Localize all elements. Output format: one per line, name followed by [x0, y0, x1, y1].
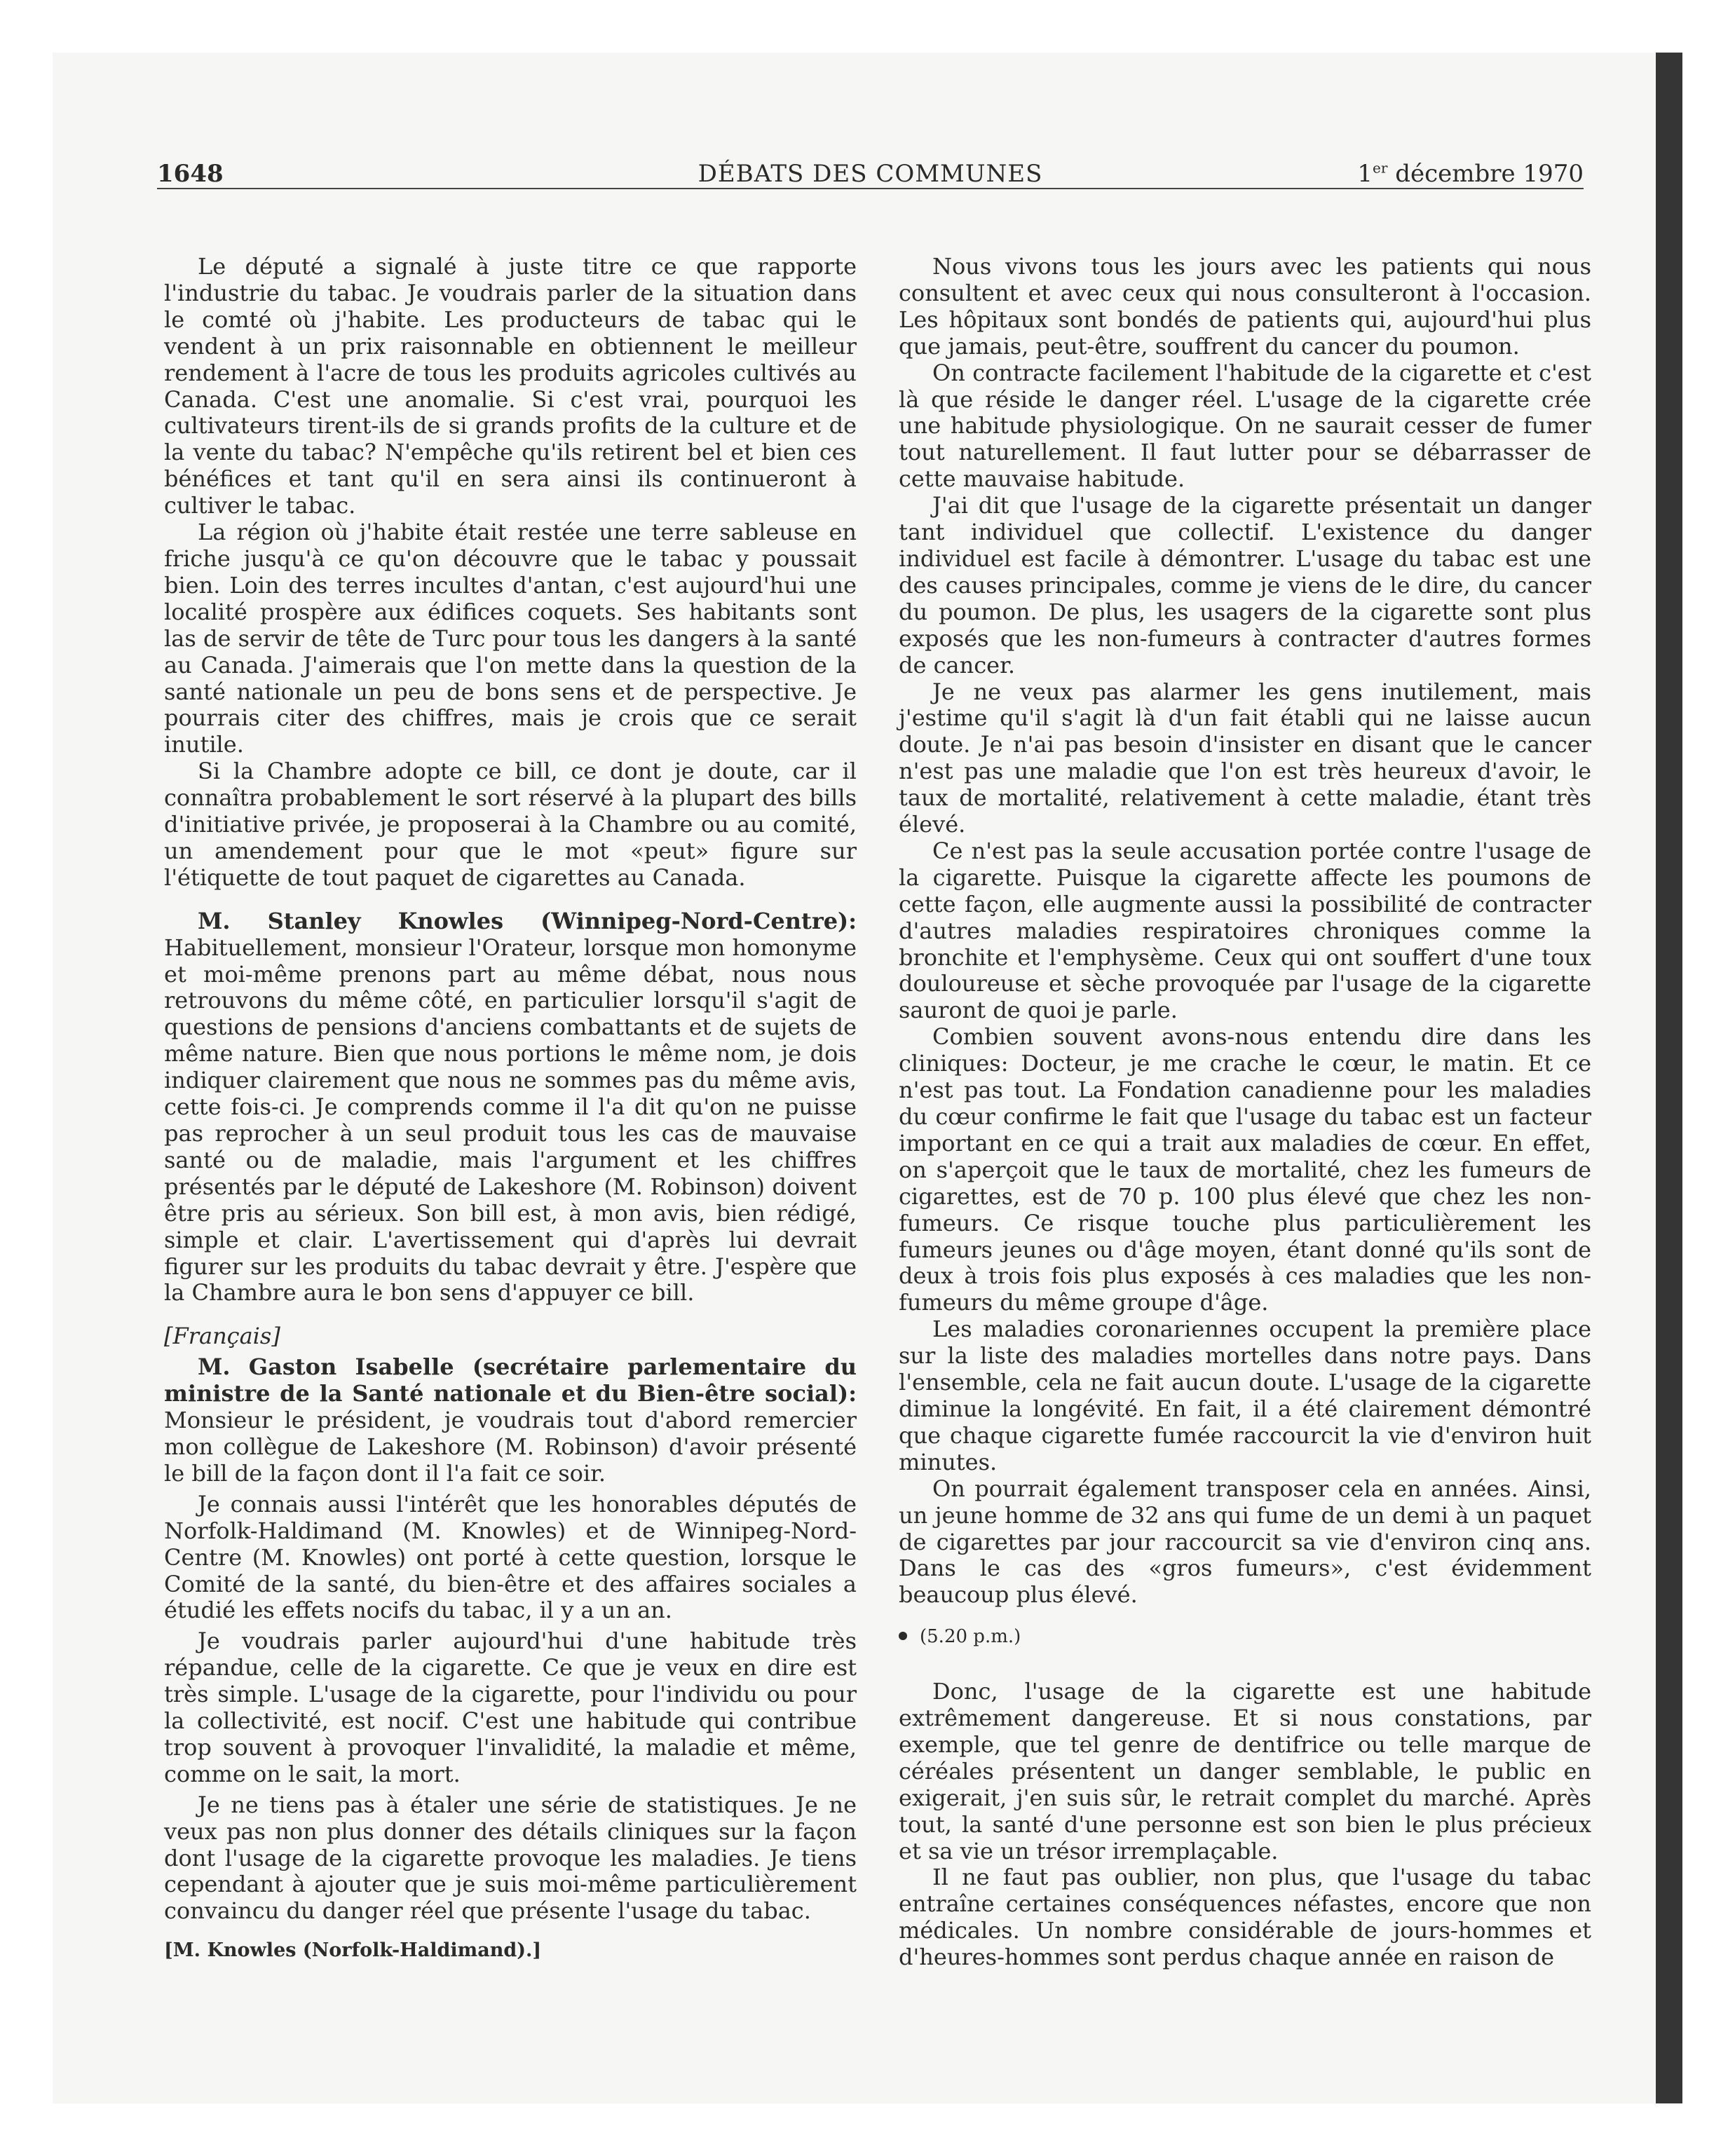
paragraph: Je ne veux pas alarmer les gens inutilement, mais j'estime qu'il s'agit là d'un fait établi qui ne laisse aucun doute. Je n'ai pas besoin d'insister en disant que le cancer n'est pas une maladie que l'on est très heureux d'avoir, le taux de mortalité, relativement à cette maladie, étant très élevé.	[899, 678, 1591, 838]
paragraph: Ce n'est pas la seule accusation portée contre l'usage de la cigarette. Puisque la cigarette affecte les poumons de cette façon, elle augmente aussi la possibilité de contracter d'autres maladies respiratoires chroniques comme la bronchite et l'emphysème. Ceux qui ont souffert d'une toux douloureuse et sèche provoquée par l'usage de la cigarette sauront de quoi je parle.	[899, 837, 1591, 1024]
paragraph: Combien souvent avons-nous entendu dire dans les cliniques: Docteur, je me crache le cœur, le matin. Et ce n'est pas tout. La Fondation canadienne pour les maladies du cœur confirme le fait que l'usage du tabac est un facteur important en ce qui a trait aux maladies de cœur. En effet, on s'aperçoit que le taux de mortalité, chez les fumeurs de cigarettes, est de 70 p. 100 plus élevé que chez les non-fumeurs. Ce risque touche plus particulièrement les fumeurs jeunes ou d'âge moyen, étant donné qu'ils sont de deux à trois fois plus exposés à ces maladies que les non-fumeurs du même groupe d'âge.	[899, 1023, 1591, 1316]
publication-title: DÉBATS DES COMMUNES	[698, 160, 1043, 188]
time-marker	[899, 1624, 1591, 1651]
paragraph: Les maladies coronariennes occupent la première place sur la liste des maladies mortelles dans notre pays. Dans l'ensemble, cela ne fait aucun doute. L'usage de la cigarette diminue la longévité. En fait, il a été clairement démontré que chaque cigarette fumée raccourcit la vie d'environ huit minutes.	[899, 1316, 1591, 1475]
date-month-year: décembre 1970	[1387, 160, 1584, 188]
speaker-name: M. Stanley Knowles (Winnipeg-Nord-Centre):	[198, 907, 857, 934]
speech-knowles	[164, 908, 857, 1307]
paragraph: Je connais aussi l'intérêt que les honorables députés de Norfolk-Haldimand (M. Knowles) et de Winnipeg-Nord-Centre (M. Knowles) ont porté à cette question, lorsque le Comité de la santé, du bien-être et des affaires sociales a étudié les effets nocifs du tabac, il y a un an.	[164, 1490, 857, 1624]
paragraph: Je voudrais parler aujourd'hui d'une habitude très répandue, celle de la cigarette. Ce que je veux en dire est très simple. L'usage de la cigarette, pour l'individu ou pour la collectivité, est nocif. C'est une habitude qui contribue trop souvent à provoquer l'invalidité, la maladie et même, comme on le sait, la mort.	[164, 1628, 857, 1787]
page-date	[1357, 157, 1584, 191]
paragraph: J'ai dit que l'usage de la cigarette présentait un danger tant individuel que collectif. L'existence du danger individuel est facile à démontrer. L'usage du tabac est une des causes principales, comme je viens de le dire, du cancer du poumon. De plus, les usagers de la cigarette sont plus exposés que les non-fumeurs à contracter d'autres formes de cancer.	[899, 492, 1591, 678]
scan-edge-shadow	[1656, 53, 1682, 2103]
paragraph: Il ne faut pas oublier, non plus, que l'usage du tabac entraîne certaines conséquences néfastes, encore que non médicales. Un nombre considérable de jours-hommes et d'heures-hommes sont perdus chaque année en raison de	[899, 1864, 1591, 1971]
speech-text: Monsieur le président, je voudrais tout d'abord remercier mon collègue de Lakeshore (M. Robinson) d'avoir présenté le bill de la façon dont il l'a fait ce soir.	[164, 1407, 857, 1487]
date-superscript: er	[1373, 159, 1388, 177]
paragraph: Donc, l'usage de la cigarette est une habitude extrêmement dangereuse. Et si nous constations, par exemple, que tel genre de dentifrice ou telle marque de céréales présentent un danger semblable, le public en exigerait, j'en suis sûr, le retrait complet du marché. Après tout, la santé d'une personne est son bien le plus précieux et sa vie un trésor irremplaçable.	[899, 1678, 1591, 1864]
paragraph: On contracte facilement l'habitude de la cigarette et c'est là que réside le danger réel. L'usage de la cigarette crée une habitude physiologique. On ne saurait cesser de fumer tout naturellement. Il faut lutter pour se débarrasser de cette mauvaise habitude.	[899, 359, 1591, 493]
paragraph: Je ne tiens pas à étaler une série de statistiques. Je ne veux pas non plus donner des détails cliniques sur la façon dont l'usage de la cigarette provoque les maladies. Je tiens cependant à ajouter que je suis moi-même particulièrement convaincu du danger réel que présente l'usage du tabac.	[164, 1791, 857, 1925]
paragraph: Si la Chambre adopte ce bill, ce dont je doute, car il connaîtra probablement le sort réservé à la plupart des bills d'initiative privée, je proposerai à la Chambre ou au comité, un amendement pour que le mot «peut» figure sur l'étiquette de tout paquet de cigarettes au Canada.	[164, 758, 857, 891]
paragraph: Le député a signalé à juste titre ce que rapporte l'industrie du tabac. Je voudrais parler de la situation dans le comté où j'habite. Les producteurs de tabac qui le vendent à un prix raisonnable en obtiennent le meilleur rendement à l'acre de tous les produits agricoles cultivés au Canada. C'est une anomalie. Si c'est vrai, pourquoi les cultivateurs tirent-ils de si grands profits de la culture et de la vente du tabac? N'empêche qu'ils retirent bel et bien ces bénéfices et tant qu'il en sera ainsi ils continueront à cultiver le tabac.	[164, 253, 857, 519]
date-day: 1	[1357, 160, 1373, 188]
speaker-name: M. Gaston Isabelle (secrétaire parlementaire du ministre de la Santé nationale et du Bien-être social):	[164, 1353, 857, 1407]
bullet-icon	[899, 1632, 907, 1640]
language-marker: [Français]	[164, 1323, 280, 1350]
time-marker-text: (5.20 p.m.)	[920, 1626, 1021, 1648]
paragraph: On pourrait également transposer cela en années. Ainsi, un jeune homme de 32 ans qui fume de un demi à un paquet de cigarettes par jour raccourcit sa vie d'environ cinq ans. Dans le cas des «gros fumeurs», c'est évidemment beaucoup plus élevé.	[899, 1475, 1591, 1609]
speech-text: Habituellement, monsieur l'Orateur, lorsque mon homonyme et moi-même prenons part au même débat, nous nous retrouvons du même côté, en particulier lorsqu'il s'agit de questions de pensions d'anciens combattants et de sujets de même nature. Bien que nous portions le même nom, je dois indiquer clairement que nous ne sommes pas du même avis, cette fois-ci. Je comprends comme il l'a dit qu'on ne puisse pas reprocher à un seul produit tous les cas de mauvaise santé ou de maladie, mais l'argument et les chiffres présentés par le député de Lakeshore (M. Robinson) doivent être pris au sérieux. Son bill est, à mon avis, bien rédigé, simple et clair. L'avertissement qui d'après lui devrait figurer sur les produits du tabac devrait y être. J'espère que la Chambre aura le bon sens d'appuyer ce bill.	[164, 934, 857, 1306]
header-rule	[157, 188, 1584, 189]
footer-note: [M. Knowles (Norfolk-Haldimand).]	[164, 1939, 542, 1962]
speech-isabelle	[164, 1354, 857, 1487]
page-number: 1648	[157, 160, 224, 188]
paragraph: La région où j'habite était restée une terre sableuse en friche jusqu'à ce qu'on découvre que le tabac y poussait bien. Loin des terres incultes d'antan, c'est aujourd'hui une localité prospère aux édifices coquets. Ses habitants sont las de servir de tête de Turc pour tous les dangers à la santé au Canada. J'aimerais que l'on mette dans la question de la santé nationale un peu de bons sens et de perspective. Je pourrais citer des chiffres, mais je crois que ce serait inutile.	[164, 519, 857, 758]
page-header	[157, 157, 1584, 191]
right-column	[899, 254, 1591, 1971]
left-column	[164, 254, 857, 1964]
paragraph: Nous vivons tous les jours avec les patients qui nous consultent et avec ceux qui nous consulteront à l'occasion. Les hôpitaux sont bondés de patients qui, aujourd'hui plus que jamais, peut-être, souffrent du cancer du poumon.	[899, 253, 1591, 360]
